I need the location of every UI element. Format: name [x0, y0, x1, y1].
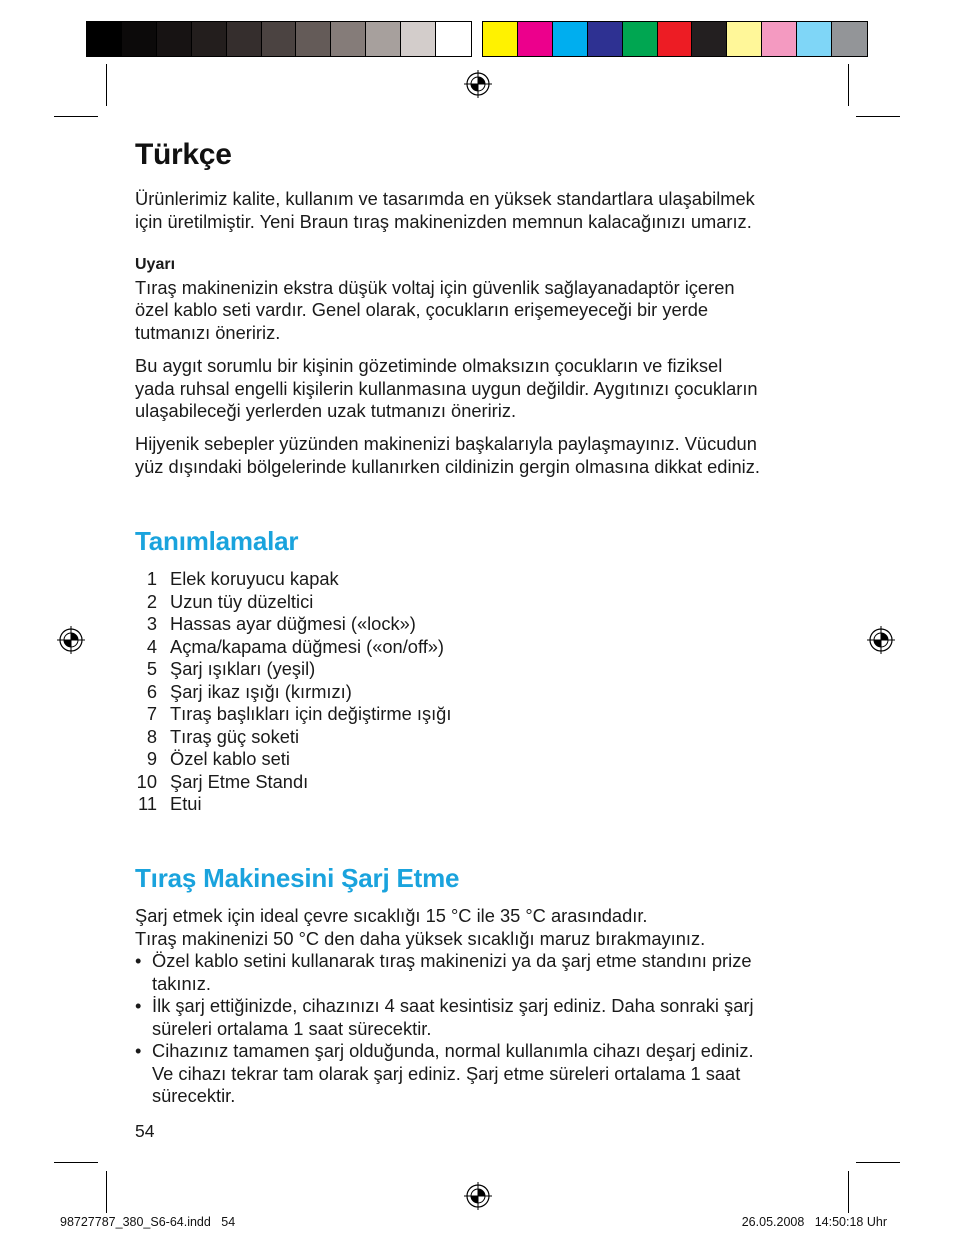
bullet-item — [135, 1040, 754, 1108]
color-swatch — [832, 22, 867, 56]
item-number: 7 — [146, 703, 157, 724]
parts-list — [135, 568, 451, 816]
cmyk-color-bar — [482, 21, 868, 57]
color-swatch — [122, 22, 157, 56]
item-number: 10 — [136, 770, 157, 792]
warning-section — [135, 254, 835, 344]
list-item — [135, 726, 451, 749]
crop-mark — [54, 116, 98, 117]
item-label: Hassas ayar düğmesi («lock») — [170, 613, 416, 634]
text-line: Tıraş makinenizi 50 °C den daha yüksek sıcaklığı maruz bırakmayınız. — [135, 927, 706, 949]
crop-mark — [106, 64, 107, 106]
item-label: Şarj ışıkları (yeşil) — [170, 658, 316, 679]
color-swatch — [296, 22, 331, 56]
item-label: Özel kablo seti — [170, 748, 290, 769]
crop-mark — [54, 1162, 98, 1163]
list-item — [135, 591, 451, 614]
text-line: Cihazınız tamamen şarj olduğunda, normal kullanımla cihazı deşarj ediniz. — [152, 1040, 754, 1061]
text-line: tutmanızı öneririz. — [135, 321, 281, 343]
bullet-icon: • — [135, 995, 142, 1016]
charging-paragraph — [135, 905, 835, 950]
text-line: Ürünlerimiz kalite, kullanım ve tasarımda en yüksek standartlara ulaşabilmek — [135, 188, 755, 209]
color-swatch — [623, 22, 658, 56]
text-line: için üretilmiştir. Yeni Braun tıraş makinenizden memnun kalacağınızı umarız. — [135, 210, 752, 232]
text-line: Özel kablo setini kullanarak tıraş makinenizi ya da şarj etme standını prize — [152, 950, 752, 971]
item-label: Şarj ikaz ışığı (kırmızı) — [170, 680, 352, 702]
list-item — [135, 703, 451, 726]
text-line: Bu aygıt sorumlu bir kişinin gözetiminde olmaksızın çocukların ve fiziksel — [135, 355, 723, 376]
color-swatch — [401, 22, 436, 56]
list-item — [135, 681, 451, 704]
color-swatch — [588, 22, 623, 56]
color-swatch — [762, 22, 797, 56]
warning-paragraph-3 — [135, 433, 835, 478]
color-swatch — [658, 22, 693, 56]
text-line: İlk şarj ettiğinizde, cihazınızı 4 saat kesintisiz şarj ediniz. Daha sonraki şarj — [152, 995, 754, 1016]
text-line: ulaşabileceği yerlerden uzak tutmanızı öneririz. — [135, 400, 517, 421]
text-line: özel kablo seti vardır. Genel olarak, çocukların erişemeyeceği bir yerde — [135, 299, 709, 320]
text-line: yüz dışındaki bölgelerinde kullanırken cildinizin gergin olmasına dikkat ediniz. — [135, 455, 760, 477]
text-line: takınız. — [152, 972, 211, 994]
list-item — [135, 748, 451, 771]
registration-mark-icon — [464, 70, 492, 98]
bullet-item — [135, 950, 752, 995]
color-swatch — [87, 22, 122, 56]
item-number: 2 — [146, 590, 157, 612]
list-item — [135, 771, 451, 794]
bullet-icon: • — [135, 1040, 142, 1061]
text-line: sürecektir. — [152, 1085, 236, 1106]
text-line: Tıraş makinenizin ekstra düşük voltaj için güvenlik sağlayanadaptör içeren — [135, 276, 735, 298]
color-swatch — [262, 22, 297, 56]
color-swatch — [436, 22, 471, 56]
text-line: Şarj etmek için ideal çevre sıcaklığı 15 °C ile 35 °C arasındadır. — [135, 905, 648, 926]
color-swatch — [727, 22, 762, 56]
text-line: yada ruhsal engelli kişilerin kullanmasına uygun değildir. Aygıtınızı çocukların — [135, 377, 758, 399]
color-swatch — [227, 22, 262, 56]
text-line: süreleri ortalama 1 saat sürecektir. — [152, 1017, 432, 1039]
warning-paragraph-2 — [135, 355, 835, 423]
registration-mark-icon — [464, 1182, 492, 1210]
slug-file-info: 98727787_380_S6-64.indd 54 — [60, 1215, 236, 1229]
crop-mark — [848, 64, 849, 106]
slug-date-info: 26.05.2008 14:50:18 Uhr — [741, 1215, 887, 1229]
crop-mark — [856, 1162, 900, 1163]
color-swatch — [157, 22, 192, 56]
item-number: 6 — [146, 680, 157, 702]
text-line: Ve cihazı tekrar tam olarak şarj ediniz. Şarj etme süreleri ortalama 1 saat — [152, 1062, 741, 1084]
page-title: Türkçe — [135, 138, 232, 171]
color-swatch — [692, 22, 727, 56]
list-item — [135, 636, 451, 659]
item-label: Açma/kapama düğmesi («on/off») — [170, 635, 445, 657]
color-swatch — [483, 22, 518, 56]
item-number: 4 — [146, 635, 157, 657]
color-swatch — [366, 22, 401, 56]
list-item — [135, 658, 451, 681]
item-label: Elek koruyucu kapak — [170, 568, 339, 589]
item-label: Etui — [170, 793, 202, 814]
list-item — [135, 793, 451, 816]
bullet-icon: • — [135, 950, 142, 971]
bullet-text — [152, 1040, 754, 1108]
warning-label: Uyarı — [135, 256, 176, 273]
color-swatch — [518, 22, 553, 56]
bullet-item — [135, 995, 754, 1040]
bullet-text — [152, 995, 754, 1040]
crop-mark — [856, 116, 900, 117]
registration-mark-icon — [867, 626, 895, 654]
charging-heading: Tıraş Makinesini Şarj Etme — [135, 863, 460, 893]
color-swatch — [797, 22, 832, 56]
parts-heading: Tanımlamalar — [135, 526, 299, 556]
crop-mark — [848, 1171, 849, 1213]
item-label: Uzun tüy düzeltici — [170, 590, 314, 612]
color-swatch — [192, 22, 227, 56]
color-swatch — [331, 22, 366, 56]
item-label: Tıraş başlıkları için değiştirme ışığı — [170, 703, 452, 724]
color-swatch — [553, 22, 588, 56]
page-number: 54 — [135, 1121, 155, 1141]
crop-mark — [106, 1171, 107, 1213]
item-number: 1 — [146, 568, 157, 589]
bullet-text — [152, 950, 752, 995]
grayscale-color-bar — [86, 21, 472, 57]
item-label: Tıraş güç soketi — [170, 725, 300, 747]
text-line: Hijyenik sebepler yüzünden makinenizi başkalarıyla paylaşmayınız. Vücudun — [135, 433, 757, 454]
list-item — [135, 613, 451, 636]
registration-mark-icon — [57, 626, 85, 654]
item-label: Şarj Etme Standı — [170, 770, 309, 792]
list-item — [135, 568, 451, 591]
item-number: 9 — [146, 748, 157, 769]
item-number: 5 — [146, 658, 157, 679]
item-number: 11 — [138, 793, 157, 814]
intro-paragraph — [135, 188, 835, 233]
item-number: 3 — [146, 613, 157, 634]
item-number: 8 — [146, 725, 157, 747]
